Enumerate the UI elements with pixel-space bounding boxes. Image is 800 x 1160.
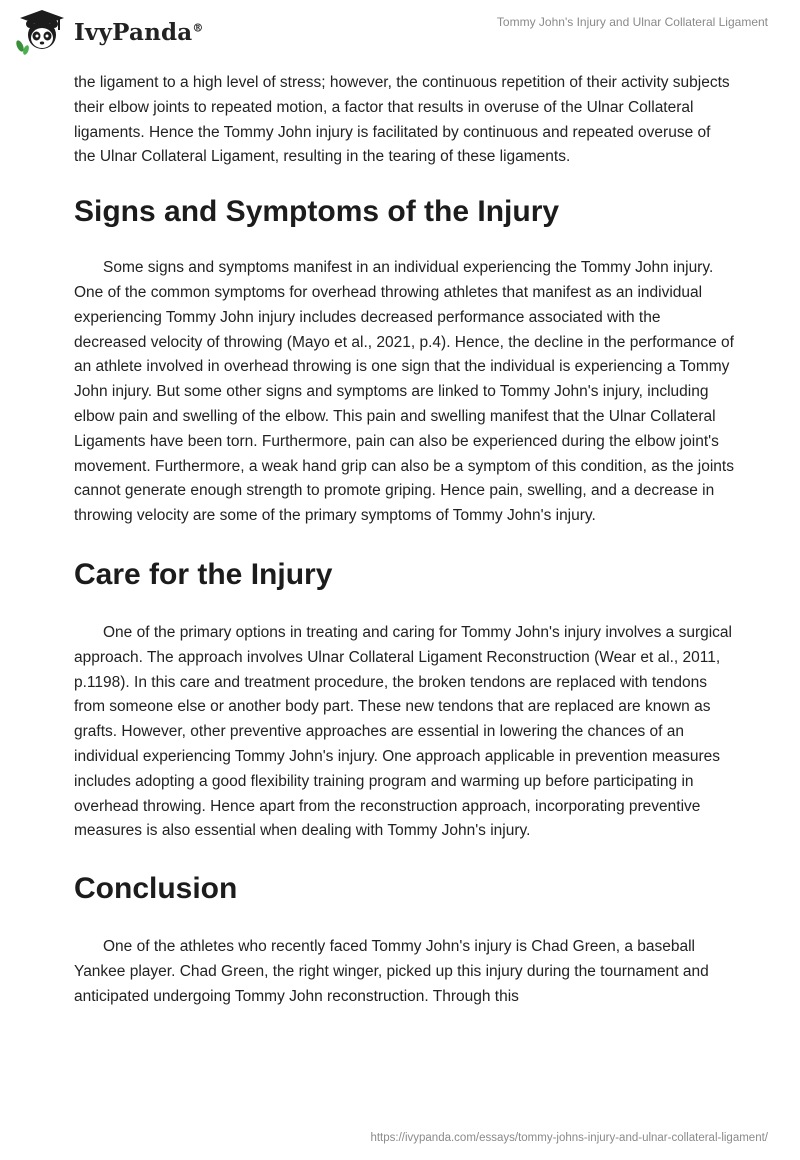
panda-graduate-logo-icon: [14, 8, 70, 56]
section-paragraph-care: One of the primary options in treating and caring for Tommy John's injury involves a surgical approach. The approach involves Ulnar Collateral Ligament Reconstruction (Wear et al., 2011, p.1198). In this care and treatment procedure, the broken tendons are replaced with tendons from someone else or another body part. These new tendons that are replaced are known as grafts. However, other preventive approaches are essential in lowering the chances of an individual experiencing Tommy John's injury. One approach applicable in prevention measures includes adopting a good flexibility training program and warming up before participating in overhead throwing. Hence apart from the reconstruction approach, incorporating preventive measures is also essential when dealing with Tommy John's injury.: [74, 623, 732, 840]
essay-body: [74, 71, 734, 1010]
intro-paragraph: the ligament to a high level of stress; however, the continuous repetition of their activity subjects their elbow joints to repeated motion, a factor that results in overuse of the Ulnar Collateral ligaments. Hence the Tommy John injury is facilitated by continuous and repeated overuse of the Ulnar Collateral Ligament, resulting in the tearing of these ligaments.: [74, 74, 730, 166]
registered-mark: ®: [192, 20, 204, 34]
source-url-link[interactable]: https://ivypanda.com/essays/tommy-johns-injury-and-ulnar-collateral-ligament/: [370, 1132, 768, 1144]
brand-name: IvyPanda®: [74, 18, 204, 46]
section-heading-care: Care for the Injury: [74, 557, 333, 591]
section-heading-signs: Signs and Symptoms of the Injury: [74, 195, 560, 229]
ivypanda-logo[interactable]: [14, 8, 204, 56]
section-paragraph-signs: Some signs and symptoms manifest in an individual experiencing the Tommy John injury. One of the common symptoms for overhead throwing athletes that manifest as an individual experiencing Tommy John injury includes decreased performance associated with the decreased velocity of throwing (Mayo et al., 2021, p.4). Hence, the decline in the performance of an athlete involved in overhead throwing is one sign that the individual is experiencing a Tommy John injury. But some other signs and symptoms are linked to Tommy John's injury, including elbow pain and swelling of the elbow. This pain and swelling manifest that the Ulnar Collateral Ligaments have been torn. Furthermore, pain can also be experienced during the elbow joint's movement. Furthermore, a weak hand grip can also be a symptom of this condition, as the joints cannot generate enough strength to promote griping. Hence pain, swelling, and a decrease in throwing velocity are some of the primary symptoms of Tommy John's injury.: [74, 259, 734, 525]
section-heading-conclusion: Conclusion: [74, 872, 238, 906]
document-title: Tommy John's Injury and Ulnar Collateral Ligament: [496, 15, 768, 29]
page-header: [0, 0, 800, 70]
section-paragraph-conclusion: One of the athletes who recently faced Tommy John's injury is Chad Green, a baseball Yankee player. Chad Green, the right winger, picked up this injury during the tournament and anticipated undergoing Tommy John reconstruction. Through this: [74, 938, 709, 1005]
